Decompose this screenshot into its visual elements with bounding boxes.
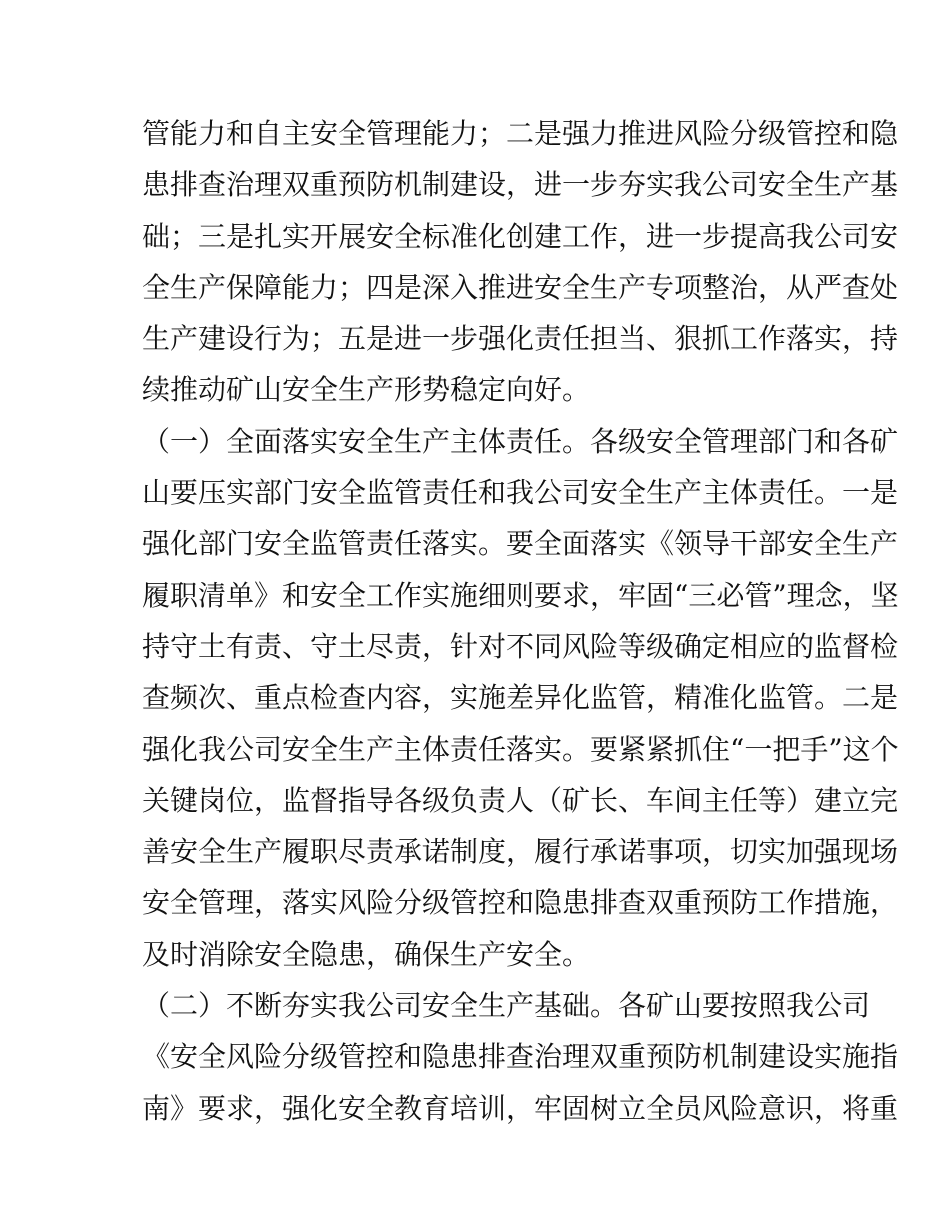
- text-line: （二）不断夯实我公司安全生产基础。各矿山要按照我公司: [142, 989, 871, 1023]
- text-line: 查频次、重点检查内容，实施差异化监管，精准化监管。二是: [142, 681, 899, 715]
- text-line: 《安全风险分级管控和隐患排查治理双重预防机制建设实施指: [142, 1040, 899, 1074]
- text-line: 续推动矿山安全生产形势稳定向好。: [142, 373, 591, 407]
- document-body: [142, 108, 899, 1134]
- text-line: 强化部门安全监管责任落实。要全面落实《领导干部安全生产: [142, 527, 899, 561]
- text-line: 持守土有责、守土尽责，针对不同风险等级确定相应的监督检: [142, 629, 899, 663]
- text-line: 全生产保障能力；四是深入推进安全生产专项整治，从严查处: [142, 270, 899, 304]
- text-line: 生产建设行为；五是进一步强化责任担当、狠抓工作落实，持: [142, 322, 899, 356]
- text-line: 强化我公司安全生产主体责任落实。要紧紧抓住“一把手”这个: [142, 732, 899, 766]
- text-line: 南》要求，强化安全教育培训，牢固树立全员风险意识，将重: [142, 1091, 899, 1125]
- text-line: 及时消除安全隐患，确保生产安全。: [142, 937, 591, 971]
- text-line: 患排查治理双重预防机制建设，进一步夯实我公司安全生产基: [142, 168, 899, 202]
- text-line: 善安全生产履职尽责承诺制度，履行承诺事项，切实加强现场: [142, 835, 899, 869]
- text-line: 关键岗位，监督指导各级负责人（矿长、车间主任等）建立完: [142, 783, 899, 817]
- text-line: 履职清单》和安全工作实施细则要求，牢固“三必管”理念，坚: [142, 578, 899, 612]
- text-line: 础；三是扎实开展安全标准化创建工作，进一步提高我公司安: [142, 219, 899, 253]
- text-line: 山要压实部门安全监管责任和我公司安全生产主体责任。一是: [142, 476, 899, 510]
- text-line: 管能力和自主安全管理能力；二是强力推进风险分级管控和隐: [142, 117, 899, 150]
- text-line: （一）全面落实安全生产主体责任。各级安全管理部门和各矿: [142, 424, 899, 458]
- text-line: 安全管理，落实风险分级管控和隐患排查双重预防工作措施，: [142, 886, 899, 920]
